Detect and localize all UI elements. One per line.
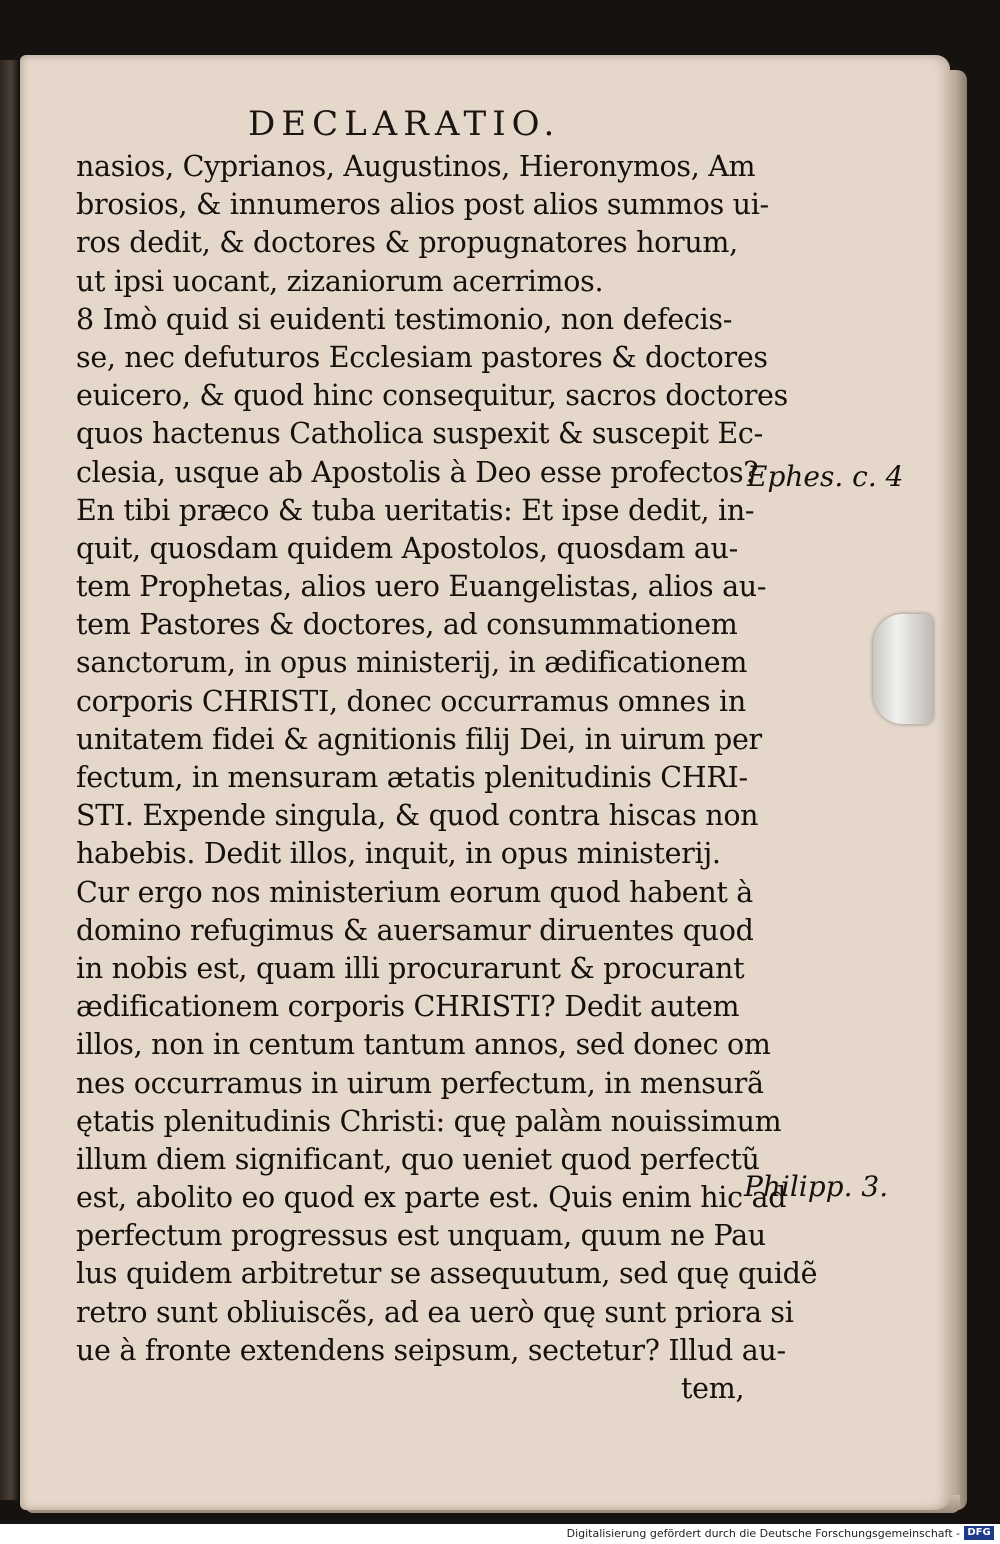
- page-clip: [873, 614, 933, 724]
- margin-note-ephesians: Ephes. c. 4: [747, 460, 904, 493]
- dfg-logo: DFG: [964, 1526, 994, 1540]
- text-line: quit, quosdam quidem Apostolos, quosdam au-: [76, 531, 738, 565]
- text-line: se, nec defuturos Ecclesiam pastores & doctores: [76, 340, 768, 374]
- text-line: euicero, & quod hinc consequitur, sacros doctores: [76, 379, 788, 413]
- text-line: unitatem fidei & agnitionis filij Dei, in uirum per: [76, 722, 762, 756]
- text-line: En tibi præco & tuba ueritatis: Et ipse dedit, in-: [76, 493, 755, 527]
- text-line: illos, non in centum tantum annos, sed donec om: [76, 1028, 771, 1062]
- text-line: sanctorum, in opus ministerij, in ædificationem: [76, 646, 748, 680]
- text-line: ros dedit, & doctores & propugnatores horum,: [76, 226, 738, 260]
- margin-note-philippians: Philipp. 3.: [744, 1170, 889, 1203]
- text-line: tem Pastores & doctores, ad consummationem: [76, 608, 738, 642]
- text-line: ue à fronte extendens seipsum, sectetur? Illud au-: [76, 1333, 786, 1367]
- text-line: 8 Imò quid si euidenti testimonio, non defecis-: [76, 302, 733, 336]
- footer-credit: Digitalisierung gefördert durch die Deutsche Forschungsgemeinschaft -: [566, 1527, 960, 1540]
- text-line: ædificationem corporis CHRISTI? Dedit autem: [76, 990, 740, 1024]
- text-line: brosios, & innumeros alios post alios summos ui-: [76, 188, 769, 222]
- text-line: est, abolito eo quod ex parte est. Quis enim hic ad: [76, 1181, 787, 1215]
- text-line: tem,: [681, 1372, 745, 1405]
- previous-page-edge: [0, 60, 18, 1500]
- text-line: nes occurramus in uirum perfectum, in mensurã: [76, 1066, 764, 1100]
- text-line: tem Prophetas, alios uero Euangelistas, alios au-: [76, 570, 767, 604]
- text-line: ętatis plenitudinis Christi: quę palàm nouissimum: [76, 1104, 782, 1138]
- text-line: Cur ergo nos ministerium eorum quod habent à: [76, 875, 753, 909]
- text-line: in nobis est, quam illi procurarunt & procurant: [76, 951, 745, 985]
- text-line: ut ipsi uocant, zizaniorum acerrimos.: [76, 264, 604, 298]
- text-line: fectum, in mensuram ætatis plenitudinis CHRI-: [76, 761, 748, 794]
- running-head: DECLARATIO.: [248, 104, 561, 144]
- text-line: illum diem significant, quo ueniet quod perfectũ: [76, 1142, 760, 1176]
- text-line: retro sunt obliuiscẽs, ad ea uerò quę sunt priora si: [76, 1295, 794, 1329]
- text-line: perfectum progressus est unquam, quum ne Pau: [76, 1219, 766, 1253]
- text-line: habebis. Dedit illos, inquit, in opus ministerij.: [76, 837, 721, 871]
- text-line: quos hactenus Catholica suspexit & suscepit Ec-: [76, 417, 763, 451]
- text-line: corporis CHRISTI, donec occurramus omnes in: [76, 684, 746, 718]
- text-line: nasios, Cyprianos, Augustinos, Hieronymos, Am: [76, 150, 756, 183]
- text-line: lus quidem arbitretur se assequutum, sed quę quidẽ: [76, 1257, 818, 1291]
- text-line: clesia, usque ab Apostolis à Deo esse profectos?: [76, 455, 759, 489]
- text-line: STI. Expende singula, & quod contra hiscas non: [76, 799, 759, 833]
- text-line: domino refugimus & auersamur diruentes quod: [76, 913, 754, 947]
